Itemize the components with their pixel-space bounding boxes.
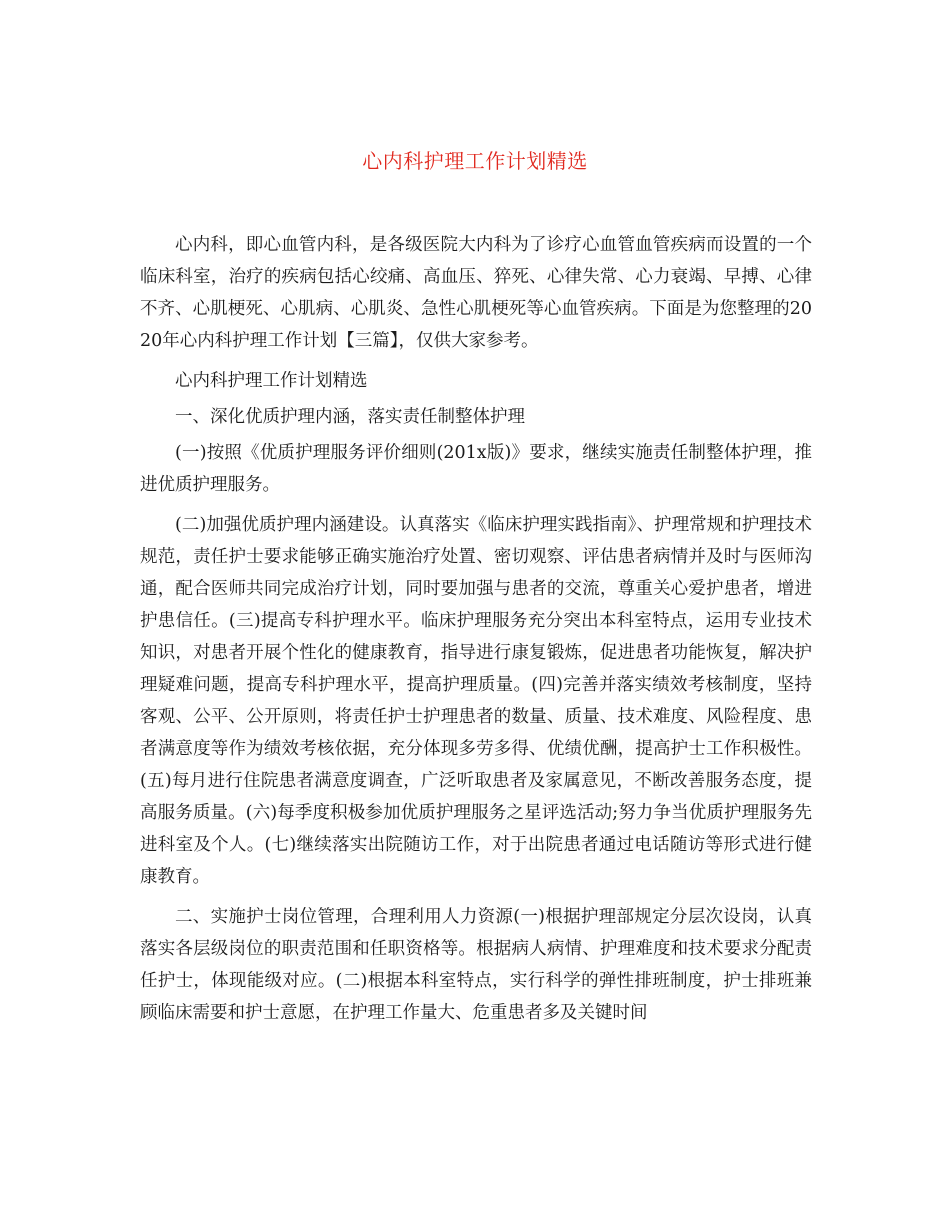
paragraph-section-two: 二、实施护士岗位管理，合理利用人力资源(一)根据护理部规定分层次设岗，认真落实各层级岗位的职责范围和任职资格等。根据病人病情、护理难度和技术要求分配责任护士，体现能级对应。(二)根据本科室特点，实行科学的弹性排班制度，护士排班兼顾临床需要和护士意愿，在护理工作量大、危重患者多及关键时间 <box>140 907 812 1023</box>
section-one-heading: 一、深化优质护理内涵，落实责任制整体护理 <box>175 407 525 427</box>
section-heading: 心内科护理工作计划精选 <box>175 371 368 391</box>
document-body <box>140 229 812 1037</box>
paragraph-item-two: (二)加强优质护理内涵建设。认真落实《临床护理实践指南》、护理常规和护理技术规范，责任护士要求能够正确实施治疗处置、密切观察、评估患者病情并及时与医师沟通，配合医师共同完成治疗计划，同时要加强与患者的交流，尊重关心爱护患者，增进护患信任。(三)提高专科护理水平。临床护理服务充分突出本科室特点，运用专业技术知识，对患者开展个性化的健康教育，指导进行康复锻炼，促进患者功能恢复，解决护理疑难问题，提高专科护理水平，提高护理质量。(四)完善并落实绩效考核制度，坚持客观、公平、公开原则，将责任护士护理患者的数量、质量、技术难度、风险程度、患者满意度等作为绩效考核依据，充分体现多劳多得、优绩优酬，提高护士工作积极性。(五)每月进行住院患者满意度调查，广泛听取患者及家属意见，不断改善服务态度，提高服务质量。(六)每季度积极参加优质护理服务之星评选活动;努力争当优质护理服务先进科室及个人。(七)继续落实出院随访工作，对于出院患者通过电话随访等形式进行健康教育。 <box>140 515 812 887</box>
intro-paragraph: 心内科，即心血管内科，是各级医院大内科为了诊疗心血管血管疾病而设置的一个临床科室，治疗的疾病包括心绞痛、高血压、猝死、心律失常、心力衰竭、早搏、心律不齐、心肌梗死、心肌病、心肌炎、急性心肌梗死等心血管疾病。下面是为您整理的2020年心内科护理工作计划【三篇】，仅供大家参考。 <box>140 235 812 351</box>
document-title: 心内科护理工作计划精选 <box>362 149 588 173</box>
paragraph-item-one: (一)按照《优质护理服务评价细则(201x版)》要求，继续实施责任制整体护理，推进优质护理服务。 <box>140 443 812 495</box>
